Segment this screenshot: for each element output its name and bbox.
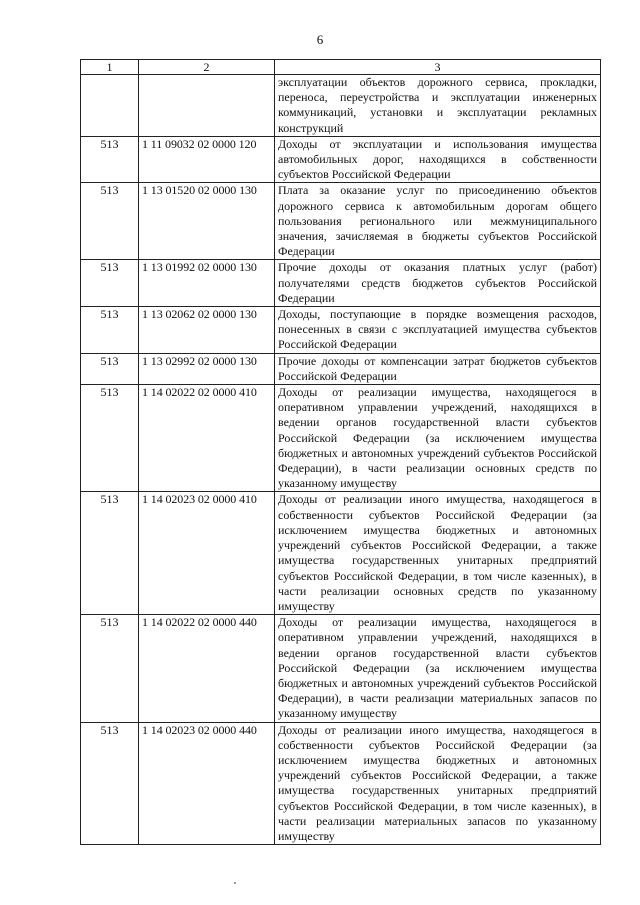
admin-code-cell: 513 — [81, 353, 139, 384]
scan-speck — [234, 882, 236, 884]
revenue-name-cell: Плата за оказание услуг по присоединению объектов дорожного сервиса к автомобильным дорогам общего пользования регионального или межмуниципального значения, зачисляемая в бюджеты субъектов Российской Федерации — [275, 183, 601, 260]
revenue-code-cell — [139, 75, 275, 137]
revenue-name-cell: эксплуатации объектов дорожного сервиса, прокладки, переноса, переустройства и эксплуатации инженерных коммуникаций, установки и эксплуатации рекламных конструкций — [275, 75, 601, 137]
header-col-3: 3 — [275, 60, 601, 75]
revenue-name-cell: Прочие доходы от компенсации затрат бюджетов субъектов Российской Федерации — [275, 353, 601, 384]
revenue-code-cell: 1 14 02023 02 0000 410 — [139, 492, 275, 615]
admin-code-cell: 513 — [81, 492, 139, 615]
revenue-code-cell: 1 14 02022 02 0000 440 — [139, 615, 275, 722]
revenue-codes-table — [80, 59, 601, 845]
admin-code-cell: 513 — [81, 615, 139, 722]
revenue-code-cell: 1 13 01992 02 0000 130 — [139, 260, 275, 307]
table-row — [81, 722, 601, 845]
table-row — [81, 307, 601, 354]
admin-code-cell: 513 — [81, 385, 139, 492]
table-row — [81, 260, 601, 307]
admin-code-cell: 513 — [81, 183, 139, 260]
header-col-1: 1 — [81, 60, 139, 75]
header-col-2: 2 — [139, 60, 275, 75]
revenue-name-cell: Доходы от реализации имущества, находящегося в оперативном управлении учреждений, находящихся в ведении органов государственной власти субъектов Российской Федерации (за исключением имущества бюджетных и автономных учреждений субъектов Российской Федерации), в части реализации материальных запасов по указанному имуществу — [275, 615, 601, 722]
admin-code-cell: 513 — [81, 722, 139, 845]
revenue-code-cell: 1 13 02992 02 0000 130 — [139, 353, 275, 384]
revenue-code-cell: 1 14 02023 02 0000 440 — [139, 722, 275, 845]
table-row — [81, 353, 601, 384]
table-row — [81, 136, 601, 183]
table-row — [81, 385, 601, 492]
table-row — [81, 492, 601, 615]
revenue-name-cell: Доходы от эксплуатации и использования имущества автомобильных дорог, находящихся в собственности субъектов Российской Федерации — [275, 136, 601, 183]
page-number: 6 — [316, 32, 324, 47]
admin-code-cell: 513 — [81, 260, 139, 307]
revenue-name-cell: Доходы от реализации иного имущества, находящегося в собственности субъектов Российской Федерации (за исключением имущества бюджетных и автономных учреждений субъектов Российской Федерации, а также имущества государственных унитарных предприятий субъектов Российской Федерации, в том числе казенных), в части реализации материальных запасов по указанному имуществу — [275, 722, 601, 845]
revenue-code-cell: 1 13 01520 02 0000 130 — [139, 183, 275, 260]
admin-code-cell: 513 — [81, 136, 139, 183]
revenue-code-cell: 1 13 02062 02 0000 130 — [139, 307, 275, 354]
table-row — [81, 183, 601, 260]
table-header-row — [81, 60, 601, 75]
revenue-code-cell: 1 14 02022 02 0000 410 — [139, 385, 275, 492]
table-row — [81, 75, 601, 137]
revenue-name-cell: Доходы от реализации иного имущества, находящегося в собственности субъектов Российской Федерации (за исключением имущества бюджетных и автономных учреждений субъектов Российской Федерации, а также имущества государственных унитарных предприятий субъектов Российской Федерации, в том числе казенных), в части реализации основных средств по указанному имуществу — [275, 492, 601, 615]
revenue-name-cell: Доходы, поступающие в порядке возмещения расходов, понесенных в связи с эксплуатацией имущества субъектов Российской Федерации — [275, 307, 601, 354]
revenue-name-cell: Доходы от реализации имущества, находящегося в оперативном управлении учреждений, находящихся в ведении органов государственной власти субъектов Российской Федерации (за исключением имущества бюджетных и автономных учреждений субъектов Российской Федерации), в части реализации основных средств по указанному имуществу — [275, 385, 601, 492]
revenue-code-cell: 1 11 09032 02 0000 120 — [139, 136, 275, 183]
revenue-name-cell: Прочие доходы от оказания платных услуг (работ) получателями средств бюджетов субъектов Российской Федерации — [275, 260, 601, 307]
admin-code-cell — [81, 75, 139, 137]
admin-code-cell: 513 — [81, 307, 139, 354]
table-row — [81, 615, 601, 722]
